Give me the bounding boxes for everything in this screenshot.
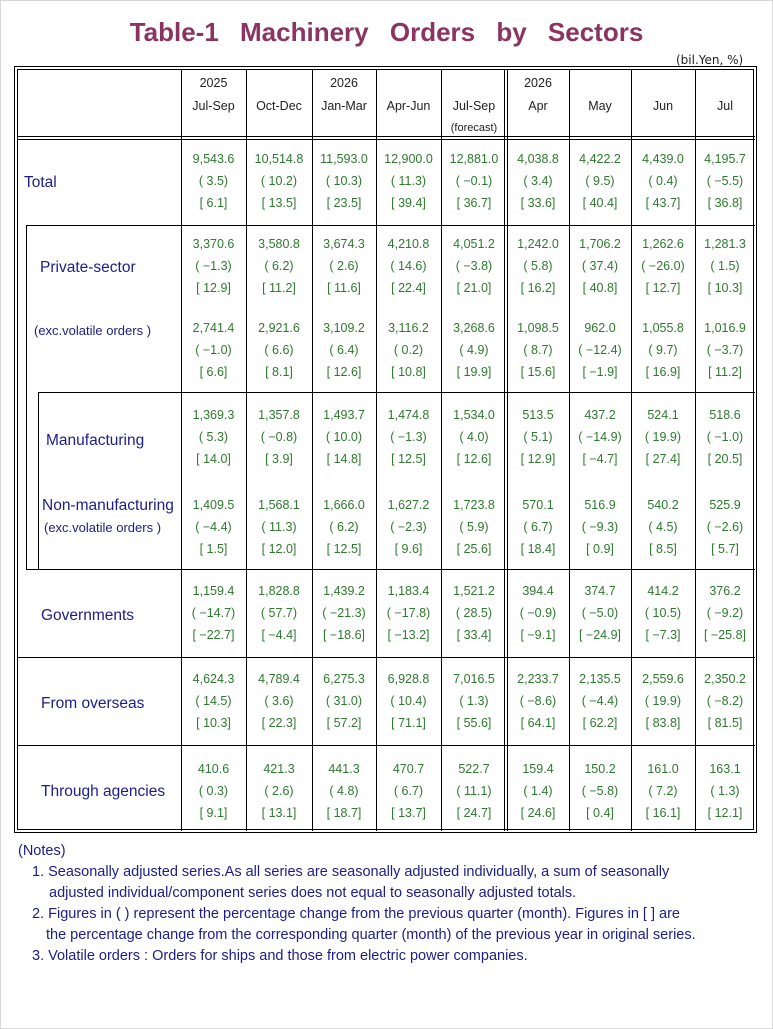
table-cell-qoq: ( −14.7) [191, 606, 236, 620]
table-cell-values: 1,183.4 [387, 584, 430, 598]
table-cell-yoy: [ 10.3] [196, 716, 231, 730]
table-cell-values: 6,928.8 [387, 672, 430, 686]
table-cell-qoq: ( 57.7) [260, 606, 298, 620]
table-cell-values: 4,439.0 [642, 152, 684, 166]
table-cell-yoy: [ 27.4] [645, 452, 681, 466]
column-header-period: Jul-Sep [452, 99, 496, 113]
table-cell-qoq: ( 6.2) [329, 520, 359, 534]
table-cell-qoq: ( 0.4) [648, 174, 678, 188]
table-cell-yoy: [ 13.1] [261, 806, 297, 820]
row-divider [26, 569, 755, 570]
table-cell-yoy: [ 12.0] [261, 542, 297, 556]
table-cell-yoy: [ 13.7] [391, 806, 426, 820]
table-cell-qoq: ( −4.4) [195, 520, 232, 534]
table-cell-qoq: ( −17.8) [386, 606, 431, 620]
table-cell-values: 3,370.6 [192, 237, 235, 251]
table-cell-yoy: [ 83.8] [645, 716, 681, 730]
table-cell-qoq: ( 37.4) [581, 259, 619, 273]
table-cell-yoy: [ −25.8] [703, 628, 747, 642]
table-cell-yoy: [ 23.5] [326, 196, 362, 210]
table-cell-yoy: [ −22.7] [192, 628, 235, 642]
table-cell-yoy: [ 3.9] [265, 452, 293, 466]
table-cell-yoy: [ 22.4] [391, 281, 426, 295]
table-cell-yoy: [ 40.4] [582, 196, 618, 210]
table-cell-yoy: [ −1.9] [582, 365, 618, 379]
table-cell-yoy: [ 9.1] [199, 806, 228, 820]
table-cell-yoy: [ 24.7] [456, 806, 492, 820]
table-cell-yoy: [ 11.2] [708, 365, 742, 379]
column-header-year: 2025 [199, 76, 228, 90]
table-cell-qoq: ( 6.4) [329, 343, 359, 357]
column-header-period: Jan-Mar [321, 99, 367, 113]
table-cell-qoq: ( −9.2) [706, 606, 744, 620]
table-cell-qoq: ( 4.0) [459, 430, 489, 444]
table-cell-values: 1,521.2 [453, 584, 495, 598]
table-cell-qoq: ( 2.6) [329, 259, 359, 273]
table-cell-qoq: ( 28.5) [455, 606, 493, 620]
table-cell-values: 12,900.0 [384, 152, 433, 166]
table-cell-values: 2,350.2 [704, 672, 746, 686]
row-label: From overseas [41, 695, 145, 712]
table-cell-values: 1,357.8 [258, 408, 300, 422]
table-cell-values: 150.2 [584, 762, 616, 776]
table-cell-yoy: [ −7.3] [645, 628, 681, 642]
table-cell-yoy: [ 12.6] [326, 365, 362, 379]
table-cell-values: 1,493.7 [323, 408, 365, 422]
row-label-sub: (exc.volatile orders ) [44, 520, 162, 535]
notes [18, 841, 696, 967]
table-cell-values: 1,242.0 [517, 237, 559, 251]
table-cell-qoq: ( −1.0) [195, 343, 232, 357]
table-cell-qoq: ( 7.2) [648, 784, 678, 798]
table-cell-qoq: ( −8.2) [706, 694, 744, 708]
table-cell-qoq: ( 6.6) [264, 343, 294, 357]
table-cell-qoq: ( 11.3) [261, 520, 297, 534]
table-cell-yoy: [ 43.7] [645, 196, 681, 210]
table-cell-qoq: ( 3.5) [198, 174, 229, 188]
table-cell-values: 437.2 [584, 408, 616, 422]
row-label: Total [24, 174, 57, 191]
table-cell-yoy: [ 10.8] [391, 365, 426, 379]
table-cell-qoq: ( −2.3) [390, 520, 427, 534]
table-cell-values: 524.1 [647, 408, 679, 422]
table-cell-yoy: [ −18.6] [322, 628, 366, 642]
table-cell-qoq: ( −5.5) [706, 174, 744, 188]
table-cell-qoq: ( 9.7) [648, 343, 678, 357]
row-label: Manufacturing [46, 432, 145, 449]
table-cell-qoq: ( −1.3) [195, 259, 232, 273]
table-cell-qoq: ( 14.6) [390, 259, 427, 273]
table-cell-qoq: ( 10.3) [325, 174, 363, 188]
table-cell-yoy: [ 12.5] [326, 542, 362, 556]
table-cell-qoq: ( 5.1) [523, 430, 553, 444]
column-header-year: 2026 [524, 76, 552, 90]
table-cell-values: 374.7 [584, 584, 616, 598]
table-cell-values: 1,262.6 [642, 237, 684, 251]
table-cell-yoy: [ 6.1] [199, 196, 228, 210]
table-cell-values: 9,543.6 [192, 152, 235, 166]
table-cell-yoy: [ 13.5] [261, 196, 297, 210]
table-cell-qoq: ( 14.5) [195, 694, 232, 708]
table-cell-values: 410.6 [197, 762, 230, 776]
table-cell-values: 570.1 [522, 498, 554, 512]
table-cell-values: 161.0 [647, 762, 679, 776]
table-cell-values: 1,828.8 [258, 584, 300, 598]
table-cell-values: 4,422.2 [579, 152, 621, 166]
table-cell-qoq: ( 19.9) [644, 694, 682, 708]
row-label: Private-sector [40, 259, 136, 276]
table-cell-values: 163.1 [709, 762, 741, 776]
table-cell-values: 513.5 [522, 408, 554, 422]
table-cell-values: 522.7 [458, 762, 490, 776]
table-cell-qoq: ( −9.3) [581, 520, 619, 534]
table-cell-qoq: ( −0.8) [260, 430, 298, 444]
table-cell-qoq: ( 10.4) [390, 694, 427, 708]
table-cell-yoy: [ 11.2] [262, 281, 296, 295]
table-cell-yoy: [ 40.8] [582, 281, 618, 295]
page-title: Table-1 Machinery Orders by Sectors [129, 17, 644, 47]
header-divider [18, 139, 755, 140]
table-cell-qoq: ( 10.5) [644, 606, 682, 620]
table-cell-qoq: ( 11.3) [390, 174, 427, 188]
table-cell-qoq: ( −12.4) [578, 343, 622, 357]
table-cell-qoq: ( 3.4) [523, 174, 553, 188]
table-cell-yoy: [ −9.1] [520, 628, 556, 642]
table-cell-yoy: [ 0.9] [586, 542, 614, 556]
table-cell-values: 2,233.7 [517, 672, 559, 686]
table-cell-yoy: [ 21.0] [456, 281, 492, 295]
note-1-cont: adjusted individual/component series does not equal to seasonally adjusted totals. [49, 885, 577, 901]
table-cell-yoy: [ 19.9] [456, 365, 492, 379]
table-cell-qoq: ( 11.1) [456, 784, 492, 798]
table-cell-yoy: [ 33.4] [456, 628, 492, 642]
column-header-period: Jul-Sep [192, 99, 235, 113]
table-cell-values: 421.3 [263, 762, 295, 776]
table-cell-values: 7,016.5 [453, 672, 495, 686]
table-cell-yoy: [ 6.6] [199, 365, 228, 379]
table-cell-qoq: ( 4.8) [329, 784, 359, 798]
table-cell-values: 1,534.0 [453, 408, 495, 422]
table-cell-values: 516.9 [584, 498, 616, 512]
table-cell-values: 1,627.2 [387, 498, 430, 512]
table-cell-yoy: [ 8.1] [265, 365, 293, 379]
row-label: Non-manufacturing [42, 497, 174, 514]
table-cell-values: 1,369.3 [192, 408, 235, 422]
table-cell-yoy: [ 8.5] [649, 542, 677, 556]
table-cell-yoy: [ 16.2] [520, 281, 556, 295]
table-cell-values: 6,275.3 [323, 672, 365, 686]
table-cell-values: 3,674.3 [323, 237, 365, 251]
table-cell-values: 11,593.0 [320, 152, 368, 166]
orders-table [14, 66, 757, 833]
table-cell-yoy: [ 71.1] [391, 716, 426, 730]
table-cell-values: 376.2 [709, 584, 741, 598]
table-cell-values: 394.4 [522, 584, 554, 598]
table-cell-values: 4,789.4 [258, 672, 300, 686]
table-cell-qoq: ( 31.0) [325, 694, 363, 708]
table-cell-yoy: [ 57.2] [326, 716, 362, 730]
table-cell-values: 4,624.3 [192, 672, 235, 686]
table-cell-qoq: ( −14.9) [578, 430, 622, 444]
table-cell-qoq: ( −5.8) [581, 784, 619, 798]
table-cell-values: 1,723.8 [453, 498, 495, 512]
column-header-period: Oct-Dec [256, 99, 302, 113]
table-cell-qoq: ( −3.8) [455, 259, 493, 273]
table-cell-qoq: ( −0.1) [455, 174, 493, 188]
table-cell-yoy: [ 81.5] [707, 716, 743, 730]
table-cell-values: 10,514.8 [254, 152, 304, 166]
table-cell-yoy: [ −4.4] [261, 628, 297, 642]
table-cell-yoy: [ 14.0] [196, 452, 231, 466]
table-cell-values: 540.2 [647, 498, 679, 512]
table-cell-values: 1,439.2 [323, 584, 365, 598]
table-cell-values: 441.3 [328, 762, 360, 776]
table-cell-yoy: [ −13.2] [387, 628, 430, 642]
table-cell-yoy: [ −24.9] [578, 628, 622, 642]
column-header-period: Jun [652, 99, 674, 113]
table-cell-qoq: ( 19.9) [644, 430, 682, 444]
table-cell-values: 1,706.2 [579, 237, 621, 251]
table-cell-values: 159.4 [522, 762, 554, 776]
table-cell-values: 4,038.8 [517, 152, 559, 166]
row-divider [18, 745, 755, 746]
table-cell-yoy: [ 25.6] [456, 542, 492, 556]
column-header-period: Apr [528, 99, 548, 113]
column-header-year: 2026 [330, 76, 358, 90]
table-cell-values: 414.2 [647, 584, 679, 598]
table-cell-values: 2,559.6 [642, 672, 684, 686]
table-cell-yoy: [ 10.3] [707, 281, 743, 295]
table-cell-yoy: [ 0.4] [586, 806, 614, 820]
table-cell-values: 1,159.4 [192, 584, 235, 598]
table-cell-yoy: [ 20.5] [707, 452, 743, 466]
table-cell-values: 1,016.9 [704, 321, 746, 335]
table-cell-qoq: ( 0.2) [393, 343, 424, 357]
table-cell-qoq: ( 6.7) [523, 520, 553, 534]
table-cell-yoy: [ 9.6] [394, 542, 423, 556]
table-cell-values: 1,568.1 [258, 498, 300, 512]
table-cell-yoy: [ 12.1] [707, 806, 743, 820]
row-divider [38, 392, 755, 393]
table-cell-values: 3,116.2 [388, 321, 429, 335]
table-cell-yoy: [ 16.9] [645, 365, 681, 379]
note-1: 1. Seasonally adjusted series.As all series are seasonally adjusted individually, a sum of seasonally [32, 864, 670, 880]
table-cell-values: 962.0 [584, 321, 616, 335]
table-cell-qoq: ( 2.6) [264, 784, 294, 798]
row-label: Through agencies [41, 783, 166, 800]
table-cell-values: 4,210.8 [387, 237, 430, 251]
table-cell-qoq: ( −8.6) [519, 694, 557, 708]
unit-label: (bil.Yen, %) [676, 53, 744, 67]
note-2: 2. Figures in ( ) represent the percentage change from the previous quarter (month). Figures in [ ] are [32, 906, 680, 922]
table-cell-qoq: ( −0.9) [519, 606, 557, 620]
table-cell-qoq: ( 9.5) [585, 174, 615, 188]
table-cell-yoy: [ 39.4] [391, 196, 426, 210]
table-cell-qoq: ( −2.6) [706, 520, 744, 534]
table-cell-qoq: ( −5.0) [581, 606, 619, 620]
table-cell-values: 1,474.8 [387, 408, 430, 422]
table-cell-yoy: [ 36.8] [707, 196, 743, 210]
column-header-period: May [588, 99, 612, 113]
table-cell-qoq: ( −1.3) [390, 430, 427, 444]
table-cell-qoq: ( 6.7) [393, 784, 424, 798]
table-cell-yoy: [ 18.7] [326, 806, 362, 820]
table-cell-yoy: [ 12.7] [645, 281, 681, 295]
table-cell-values: 1,666.0 [323, 498, 365, 512]
table-cell-values: 470.7 [392, 762, 425, 776]
table-cell-qoq: ( 4.5) [648, 520, 678, 534]
table-cell-yoy: [ 16.1] [645, 806, 681, 820]
column-header-period: Apr-Jun [386, 99, 431, 113]
table-cell-qoq: ( 10.2) [260, 174, 298, 188]
table-cell-yoy: [ 64.1] [520, 716, 556, 730]
table-cell-qoq: ( 6.2) [264, 259, 294, 273]
table-cell-values: 4,051.2 [453, 237, 495, 251]
note-2-cont: the percentage change from the corresponding quarter (month) of the previous year in original series. [46, 927, 696, 943]
table-cell-values: 12,881.0 [449, 152, 499, 166]
table-cell-qoq: ( 0.3) [198, 784, 229, 798]
table-cell-qoq: ( 4.9) [459, 343, 489, 357]
table-cell-values: 3,580.8 [258, 237, 300, 251]
table-cell-yoy: [ 15.6] [520, 365, 556, 379]
column-header-period: Jul [717, 99, 733, 113]
table-cell-qoq: ( −26.0) [641, 259, 685, 273]
table-cell-yoy: [ 5.7] [711, 542, 739, 556]
column-header-note: (forecast) [450, 122, 498, 134]
table-cell-qoq: ( −3.7) [706, 343, 744, 357]
table-cell-yoy: [ 1.5] [199, 542, 228, 556]
table-cell-qoq: ( −4.4) [581, 694, 619, 708]
table-cell-yoy: [ 62.2] [582, 716, 618, 730]
table-cell-yoy: [ 18.4] [520, 542, 556, 556]
header-divider [18, 136, 755, 137]
table-cell-yoy: [ 14.8] [326, 452, 362, 466]
table-cell-yoy: [ 11.6] [327, 281, 361, 295]
table-cell-qoq: ( −1.0) [706, 430, 744, 444]
table-cell-values: 525.9 [709, 498, 741, 512]
table-cell-values: 1,281.3 [704, 237, 746, 251]
table-cell-yoy: [ 12.5] [391, 452, 426, 466]
table-cell-qoq: ( 1.5) [710, 259, 740, 273]
table-cell-yoy: [ 22.3] [261, 716, 297, 730]
table-cell-yoy: [ −4.7] [582, 452, 618, 466]
table-cell-qoq: ( 1.4) [523, 784, 553, 798]
table-cell-qoq: ( 1.3) [459, 694, 489, 708]
table-cell-values: 1,098.5 [517, 321, 559, 335]
table-cell-qoq: ( 5.9) [459, 520, 489, 534]
table-cell-values: 2,741.4 [192, 321, 235, 335]
indent-line [26, 225, 27, 569]
table-cell-values: 2,921.6 [258, 321, 300, 335]
table-cell-yoy: [ 36.7] [456, 196, 492, 210]
table-cell-yoy: [ 55.6] [456, 716, 492, 730]
notes-heading: (Notes) [18, 843, 66, 859]
note-3: 3. Volatile orders : Orders for ships and those from electric power companies. [32, 948, 528, 964]
indent-line [38, 392, 39, 569]
table-cell-yoy: [ 33.6] [520, 196, 556, 210]
table-cell-values: 3,268.6 [453, 321, 495, 335]
table-cell-qoq: ( −21.3) [322, 606, 366, 620]
table-cell-yoy: [ 12.9] [196, 281, 231, 295]
row-label: Governments [41, 607, 135, 624]
table-cell-qoq: ( 1.3) [710, 784, 740, 798]
table-cell-values: 518.6 [709, 408, 741, 422]
table-cell-yoy: [ 24.6] [520, 806, 556, 820]
table-cell-qoq: ( 3.6) [264, 694, 294, 708]
table-cell-values: 2,135.5 [579, 672, 621, 686]
row-label: (exc.volatile orders ) [34, 323, 152, 338]
table-cell-qoq: ( 8.7) [523, 343, 553, 357]
table-inner-border [17, 69, 754, 830]
table-cell-yoy: [ 12.9] [520, 452, 556, 466]
table-cell-qoq: ( 5.8) [523, 259, 553, 273]
table-cell-values: 4,195.7 [704, 152, 746, 166]
row-divider [18, 657, 755, 658]
table-cell-values: 1,055.8 [642, 321, 684, 335]
table-cell-values: 1,409.5 [192, 498, 235, 512]
row-divider [26, 225, 755, 226]
table-cell-qoq: ( 5.3) [198, 430, 229, 444]
table-cell-yoy: [ 12.6] [456, 452, 492, 466]
table-cell-qoq: ( 10.0) [325, 430, 363, 444]
table-cell-values: 3,109.2 [323, 321, 365, 335]
